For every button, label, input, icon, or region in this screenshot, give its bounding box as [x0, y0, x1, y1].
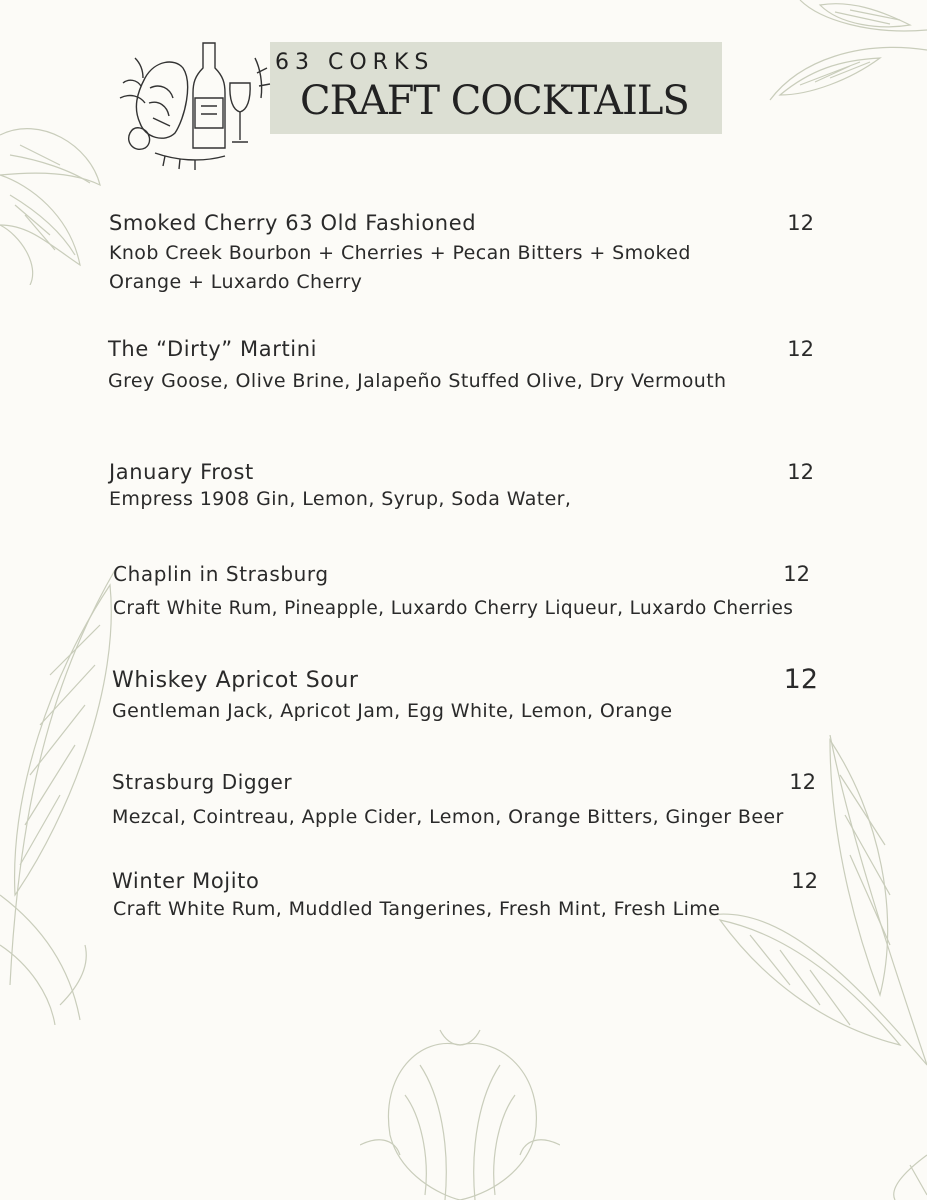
- menu-item-description: Craft White Rum, Muddled Tangerines, Fresh Mint, Fresh Lime: [113, 898, 721, 920]
- menu-item-name: Smoked Cherry 63 Old Fashioned: [109, 211, 477, 235]
- menu-item-name: Strasburg Digger: [112, 770, 293, 794]
- wine-glass-icon: [230, 83, 250, 112]
- menu-item-name: Winter Mojito: [112, 869, 260, 893]
- menu-item-description: Knob Creek Bourbon + Cherries + Pecan Bitters + Smoked: [109, 242, 691, 264]
- menu-item-price: 12: [787, 460, 814, 484]
- menu-item-price: 12: [789, 770, 816, 794]
- garlic-icon: [129, 128, 150, 150]
- wine-bottle-icon: [193, 43, 225, 148]
- menu-item-description: Orange + Luxardo Cherry: [109, 271, 363, 293]
- menu-item-price: 12: [783, 562, 810, 586]
- menu-item-price: 12: [787, 337, 814, 361]
- flower-decoration-icon: [0, 115, 110, 285]
- wine-and-steak-illustration-icon: [115, 38, 275, 173]
- menu-item-description: Mezcal, Cointreau, Apple Cider, Lemon, Orange Bitters, Ginger Beer: [112, 806, 784, 828]
- flower-decoration-icon: [360, 1025, 560, 1200]
- page-title: CRAFT COCKTAILS: [300, 78, 689, 124]
- menu-item-name: Whiskey Apricot Sour: [112, 668, 359, 693]
- leaf-decoration-icon: [760, 0, 927, 120]
- menu-item-name: Chaplin in Strasburg: [113, 562, 329, 586]
- menu-item-description: Gentleman Jack, Apricot Jam, Egg White, Lemon, Orange: [112, 700, 673, 722]
- menu-item-price: 12: [783, 664, 818, 695]
- menu-item-name: The “Dirty” Martini: [108, 337, 318, 361]
- menu-item-description: Grey Goose, Olive Brine, Jalapeño Stuffed Olive, Dry Vermouth: [108, 370, 727, 392]
- menu-item-price: 12: [791, 869, 818, 893]
- leaf-decoration-icon: [0, 565, 130, 1025]
- menu-item-description: Craft White Rum, Pineapple, Luxardo Cherry Liqueur, Luxardo Cherries: [113, 598, 794, 619]
- restaurant-name: 63 CORKS: [275, 50, 435, 75]
- steak-icon: [136, 62, 187, 138]
- menu-item-price: 12: [787, 211, 814, 235]
- menu-item-name: January Frost: [109, 460, 254, 484]
- menu-item-description: Empress 1908 Gin, Lemon, Syrup, Soda Water,: [109, 488, 572, 510]
